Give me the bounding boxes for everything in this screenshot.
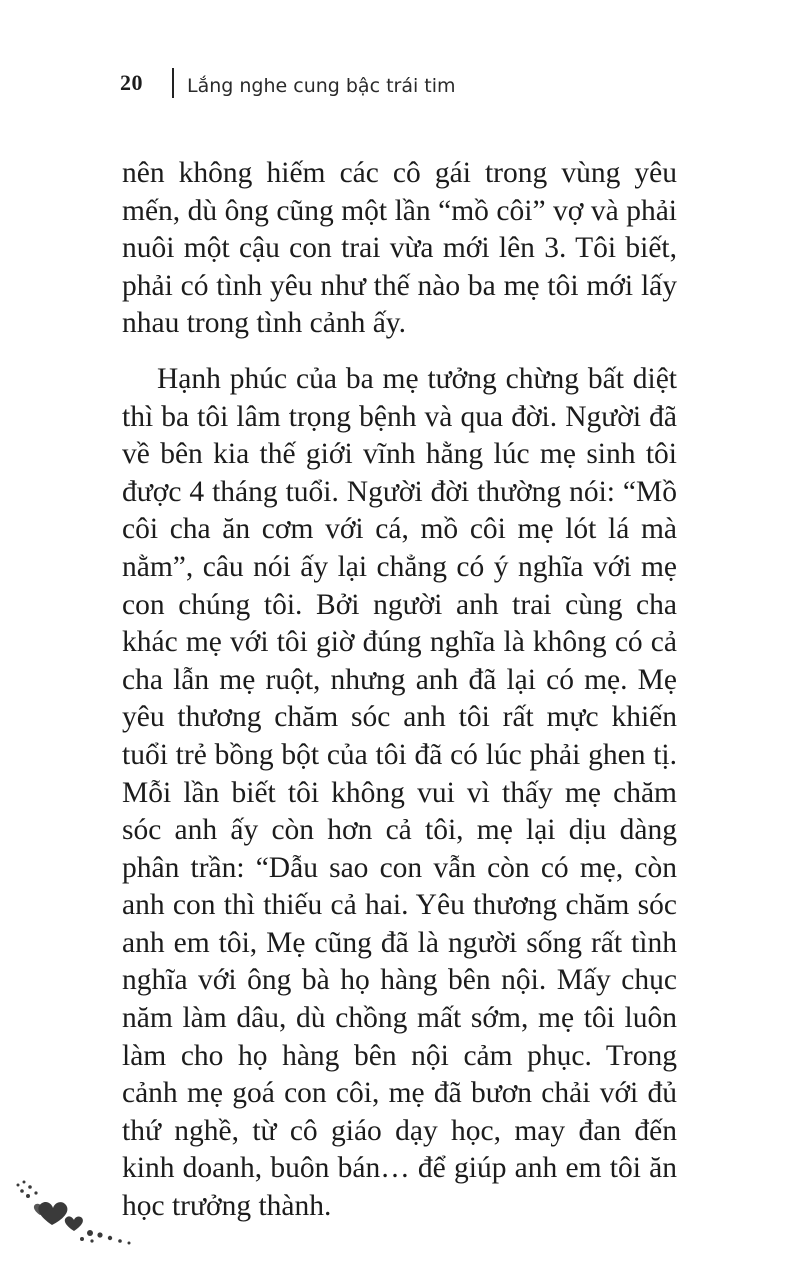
paragraph-1: nên không hiếm các cô gái trong vùng yêu mến, dù ông cũng một lần “mồ côi” vợ và phải nuôi một cậu con trai vừa mới lên 3. Tôi biết, phải có tình yêu như thế nào ba mẹ tôi mới lấy nhau trong tình cảnh ấy. — [122, 157, 677, 340]
page-body — [122, 155, 677, 1226]
hearts-ornament-icon — [12, 1175, 142, 1255]
running-header-title: Lắng nghe cung bậc trái tim — [187, 75, 456, 97]
header-divider — [172, 68, 174, 98]
paragraph-2: Hạnh phúc của ba mẹ tưởng chừng bất diệt thì ba tôi lâm trọng bệnh và qua đời. Người đã về bên kia thế giới vĩnh hằng lúc mẹ sinh tôi được 4 tháng tuổi. Người đời thường nói: “Mồ côi cha ăn cơm với cá, mồ côi mẹ lót lá mà nằm”, câu nói ấy lại chẳng có ý nghĩa với mẹ con chúng tôi. Bởi người anh trai cùng cha khác mẹ với tôi giờ đúng nghĩa là không có cả cha lẫn mẹ ruột, nhưng anh đã lại có mẹ. Mẹ yêu thương chăm sóc anh tôi rất mực khiến tuổi trẻ bồng bột của tôi đã có lúc phải ghen tị. Mỗi lần biết tôi không vui vì thấy mẹ chăm sóc anh ấy còn hơn cả tôi, mẹ lại dịu dàng phân trần: “Dẫu sao con vẫn còn có mẹ, còn anh con thì thiếu cả hai. Yêu thương chăm sóc anh em tôi, Mẹ cũng đã là người sống rất tình nghĩa với ông bà họ hàng bên nội. Mấy chục năm làm dâu, dù chồng mất sớm, mẹ tôi luôn làm cho họ hàng bên nội cảm phục. Trong cảnh mẹ goá con côi, mẹ đã bươn chải với đủ thứ nghề, từ cô giáo dạy học, may đan đến kinh doanh, buôn bán… để giúp anh em tôi ăn học trưởng thành. — [122, 362, 677, 1223]
page-number: 20 — [120, 70, 143, 95]
